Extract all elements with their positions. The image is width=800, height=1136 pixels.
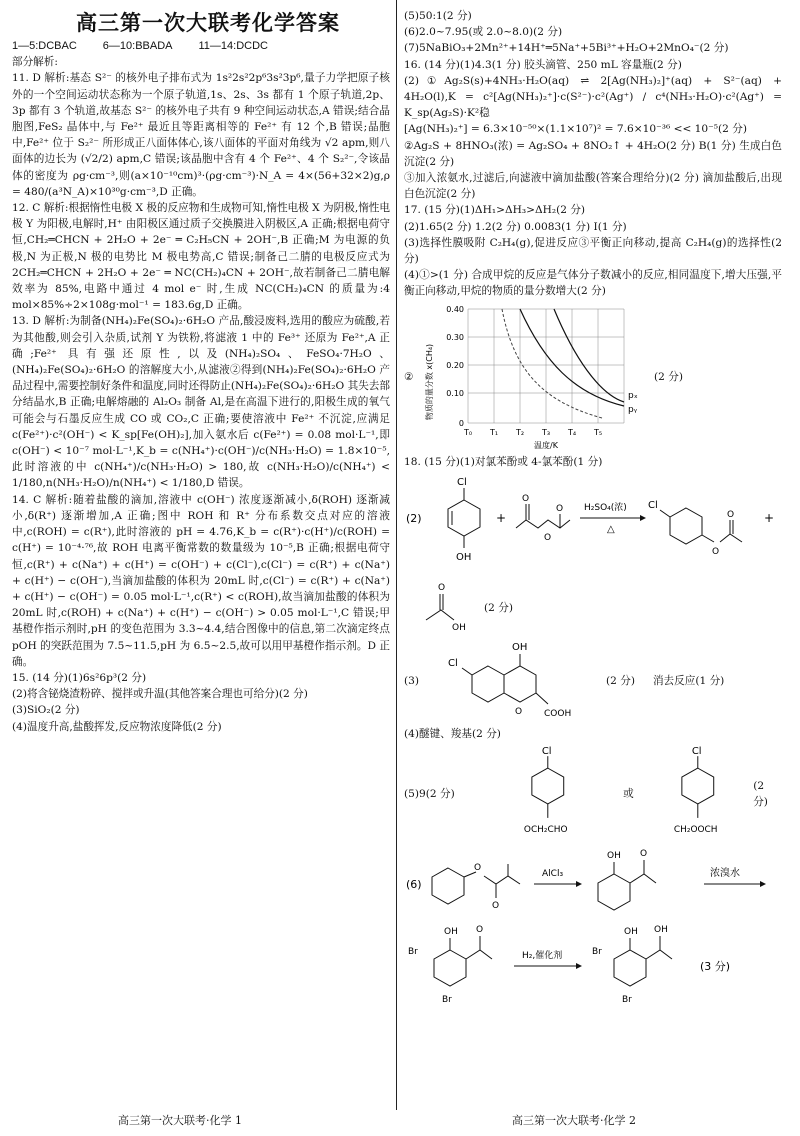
reagent-h2-catalyst: H₂,催化剂 xyxy=(522,951,563,962)
q15-part3: (3)SiO₂(2 分) xyxy=(12,704,80,717)
q17-yticks xyxy=(446,305,464,428)
isomer-2-structure xyxy=(654,744,754,844)
q18-p5-row xyxy=(404,744,782,844)
section-label: 部分解析: xyxy=(12,56,58,69)
atom-cl: Cl xyxy=(448,657,458,669)
chlorophenol-structure xyxy=(448,488,480,548)
q18-p6-route xyxy=(404,846,782,1006)
q16-part2: (2)①Ag₂S(s)+4NH₃·H₂O(aq) ⇌ 2[Ag(NH₃)₂]⁺(aq) + S²⁻(aq) + 4H₂O(l),K = c²[Ag(NH₃)₂⁺]·c(S²⁻)·c²(Ag⁺) / c⁴(NH₃·H₂O)·c²(Ag⁺) = K_sp(Ag₂S)·K²稳 xyxy=(404,74,782,120)
q16-part4: ②Ag₂S + 8HNO₃(浓) = Ag₂SO₄ + 8NO₂↑ + 4H₂O(2 分) B(1 分) 生成白色沉淀(2 分) xyxy=(404,139,782,168)
mcq-11-14: 11—14:DCDC xyxy=(198,40,268,52)
q17-ytick: 0.30 xyxy=(446,332,464,342)
q17-ytick: 0.10 xyxy=(446,388,464,398)
q15-part1: 15. (14 分)(1)6s²6p³(2 分) xyxy=(12,671,147,684)
q17-curve-dashed xyxy=(502,309,602,418)
q17-grid xyxy=(468,309,624,423)
q18-p3-score: (2 分) xyxy=(606,674,635,687)
q18-p3-mark: (3) xyxy=(404,674,420,687)
mcq-1-5: 1—5:DCBAC xyxy=(12,40,77,52)
atom-o: O xyxy=(712,546,720,557)
mcq-6-10: 6—10:BBADA xyxy=(102,40,173,52)
q16-part3: [Ag(NH₃)₂⁺] = 6.3×10⁻⁵⁰×(1.1×10⁷)² = 7.6×10⁻³⁶ << 10⁻⁵(2 分) xyxy=(404,123,747,136)
plus-sign: + xyxy=(496,510,507,525)
q17-ylabel: 物质的量分数 x(CH₄) xyxy=(425,343,434,420)
q17-curve-py xyxy=(554,309,624,402)
atom-br: Br xyxy=(408,947,418,958)
dibromo-alcohol-structure xyxy=(614,936,672,986)
q14-explanation: 14. C 解析:随着盐酸的滴加,溶液中 c(OH⁻) 浓度逐渐减小,δ(ROH) 逐渐减小,δ(R⁺) 逐渐增加,A 正确;图中 ROH 和 R⁺ 分布系数交点对应的溶液中,c(ROH) = c(R⁺),此时溶液的 pH = 4.76,K_b = c(R⁺)·c(H⁺)/c(ROH) = c(H⁺) = 10⁻⁴·⁷⁶,故 ROH 电离平衡常数的数量级为 10⁻⁵,B 正确;根据电荷守恒,c(R⁺) + c(Na⁺) + c(H⁺) = c(OH⁻) + c(Cl⁻),c(Cl⁻) = c(R⁺) + c(Na⁺) + c(H⁺) − c(OH⁻),当滴加盐酸的体积为 20mL 时,c(Cl⁻) = c(R⁺) + c(Na⁺) + c(H⁺) − c(OH⁻) = 0.05 mol·L⁻¹,c(R⁺) < c(ROH),故当滴加盐酸的体积为 20mL 时,c(ROH) + c(Na⁺) + c(H⁺) − c(OH⁻) > 0.05 mol·L⁻¹,C 错误;甲基橙作指示剂时,pH 的变色范围为 3.3~4.4,结合图像中的信息,第二次滴定终点 pOH 的突跃范围为 7.5~11.5,pH 为 6.5~2.5,故可以用甲基橙作指示剂。D 正确。 xyxy=(12,493,390,668)
q18-p6-mark: (6) xyxy=(406,878,422,892)
q17-part4: (4)①>(1 分) 合成甲烷的反应是气体分子数减小的反应,相同温度下,增大压强,平衡正向移动,甲烷的物质的量分数增大(2 分) xyxy=(404,269,782,298)
q17-xtick: T₂ xyxy=(515,427,525,437)
q18-p5-or: 或 xyxy=(623,787,634,800)
q17-xtick: T₄ xyxy=(567,427,577,437)
q13-explanation: 13. D 解析:为制备(NH₄)₂Fe(SO₄)₂·6H₂O 产品,酸浸废料,选用的酸应为硫酸,若为其他酸,则会引入杂质,试剂 Y 为铁粉,将滤液 1 中的 Fe³⁺ 还原为 Fe²⁺,A 正确;Fe²⁺ 具有强还原性,以及(NH₄)₂SO₄、FeSO₄·7H₂O、(NH₄)₂Fe(SO₄)₂·6H₂O 的溶解度大小,从滤液②得到(NH₄)₂Fe(SO₄)₂·6H₂O 产品过程中,需要控制好条件和温度,同时还得防止(NH₄)₂Fe(SO₄)₂·6H₂O 其失去部分结晶水,B 正确;电解熔融的 Al₂O₃ 制备 Al,是在高温下进行的,阳极生成的氧气可能会与石墨反应生成 CO 或 CO₂,C 正确;要使溶液中 Fe²⁺ 不沉淀,应满足 c(Fe²⁺)·c²(OH⁻) < K_sp[Fe(OH)₂],加入氨水后 c(Fe²⁺) = 0.08 mol·L⁻¹,即 c(OH⁻) < 10⁻⁷ mol·L⁻¹,K_b = c(NH₄⁺)·c(OH⁻)/c(NH₃·H₂O) = 1.8×10⁻⁵,此时溶液的中 c(NH₄⁺)/c(NH₃·H₂O) > 180,故 c(NH₃·H₂O)/c(NH₄⁺) < 1/180,n(NH₃·H₂O)/n(NH₄⁺) < 1/180,D 错误。 xyxy=(12,315,390,490)
mcq-answers xyxy=(12,38,390,54)
q11-explanation: 11. D 解析:基态 S²⁻ 的核外电子排布式为 1s²2s²2p⁶3s²3p⁶,量子力学把原子核外的一个空间运动状态称为一个原子轨道,1s、2s、3s 都有 1 个原子轨道,2p、3p 都有 3 个轨道,故基态 S²⁻ 的核外电子共有 9 种空间运动状态,A 错误;结合晶胞图,FeS₂ 晶体中,与 Fe²⁺ 最近且等距离相等的 Fe²⁺ 有 12 个,B 错误;晶胞中,Fe²⁺ 位于 S₂²⁻ 所形成正八面体体心,该八面体的平面对角线为 √2 apm,则八面体的边长为 (√2/2) apm,C 错误;该晶胞中含有 4 个 Fe²⁺、4 个 S₂²⁻,令该晶体的密度为 ρg·cm⁻³,则(a×10⁻¹⁰cm)³·(ρg·cm⁻³)·N_A = 4×(56+32×2)g,ρ = 480/(a³N_A)×10³⁰g·cm⁻³,D 正确。 xyxy=(12,72,390,198)
footer-left: 高三第一次大联考·化学 1 xyxy=(118,1114,242,1127)
right-column xyxy=(404,8,782,1006)
q17-label-py: pᵧ xyxy=(628,404,638,415)
atom-br: Br xyxy=(622,995,632,1006)
atom-o: O xyxy=(474,863,482,874)
q17-ytick: 0.40 xyxy=(446,304,464,314)
atom-br: Br xyxy=(442,995,452,1006)
q17-fig-mark: ② xyxy=(404,370,414,383)
q15-part7: (7)5NaBiO₃+2Mn²⁺+14H⁺═5Na⁺+5Bi³⁺+H₂O+2MnO₄⁻(2 分) xyxy=(404,42,729,55)
q15-part6: (6)2.0~7.95(或 2.0~8.0)(2 分) xyxy=(404,26,563,39)
q17-label-px: pₓ xyxy=(628,390,638,401)
atom-oh: OH xyxy=(624,927,638,938)
atom-oh: OH xyxy=(607,851,621,862)
acetic-acid-structure xyxy=(404,580,484,636)
atom-oh: OH xyxy=(452,622,466,633)
atom-oh: OH xyxy=(654,925,668,936)
atom-br: Br xyxy=(592,947,602,958)
q17-part3: (3)选择性膜吸附 C₂H₄(g),促进反应③平衡正向移动,提高 C₂H₄(g)的选择性(2 分) xyxy=(404,236,782,266)
q17-xtick: T₀ xyxy=(463,427,473,437)
footer-right: 高三第一次大联考·化学 2 xyxy=(512,1114,636,1127)
q17-part2: (2)1.65(2 分) 1.2(2 分) 0.0083(1 分) Ⅰ(1 分) xyxy=(404,220,627,233)
atom-o: O xyxy=(522,493,530,504)
q17-figure-row xyxy=(404,302,782,452)
q18-p5-mark: (5)9(2 分) xyxy=(404,787,455,800)
q15-part2: (2)将含铋烧渣粉碎、搅拌或升温(其他答案合理也可给分)(2 分) xyxy=(12,688,308,701)
q17-ytick: 0 xyxy=(458,418,464,428)
atom-o: O xyxy=(492,901,500,912)
atom-o: O xyxy=(556,503,564,514)
q17-ytick: 0.20 xyxy=(446,360,464,370)
q17-fig-score: (2 分) xyxy=(654,370,683,383)
reagent-h2so4: H₂SO₄(浓) xyxy=(584,502,627,513)
atom-cl: Cl xyxy=(648,499,658,511)
hydroxy-ketone-structure xyxy=(598,860,656,910)
q12-explanation: 12. C 解析:根据惰性电极 X 极的反应物和生成物可知,惰性电极 X 为阴极,惰性电极 Y 为阳极,电解时,H⁺ 由阳极区通过质子交换膜进入阴极区,A 正确;根据电荷守恒,CH₂═CHCN + 2H₂O + 2e⁻ ═ C₂H₅CN + 2OH⁻,B 正确;M 为电源的负极,N 为正极,N 极的电势比 M 极电势高,C 错误;制备己二腈的电极反应式为 2CH₂═CHCN + 2H₂O + 2e⁻ ═ NC(CH₂)₄CN + 2OH⁻,故若制备己二腈电解效率为 85%,电路中通过 4 mol e⁻ 时,生成 NC(CH₂)₄CN 的质量为:4 mol×85%÷2×108g·mol⁻¹ = 183.6g,D 正确。 xyxy=(12,202,390,312)
q18-p2-score: (2 分) xyxy=(484,601,513,614)
isomer-1-structure xyxy=(504,744,604,844)
atom-o: O xyxy=(438,582,446,593)
atom-cl: Cl xyxy=(457,476,467,488)
atom-o: O xyxy=(476,925,484,936)
q18-head: 18. (15 分)(1)对氯苯酚或 4-氯苯酚(1 分) xyxy=(404,455,603,468)
q18-p5-score: (2 分) xyxy=(753,779,768,809)
dibromo-ketone-structure xyxy=(434,936,492,986)
q18-acetic-acid-row xyxy=(404,580,782,636)
atom-ch2ooch: CH₂OOCH xyxy=(673,824,718,835)
q16-part5: ③加入浓氨水,过滤后,向滤液中滴加盐酸(答案合理给分)(2 分) 滴加盐酸后,出现白色沉淀(2 分) xyxy=(404,172,782,201)
atom-o: O xyxy=(727,509,735,520)
reagent-bromine-water: 浓溴水 xyxy=(710,868,740,880)
plus-sign: + xyxy=(764,510,775,525)
column-divider xyxy=(396,0,397,1110)
page-title: 高三第一次大联考化学答案 xyxy=(76,11,340,35)
atom-o: O xyxy=(640,849,648,860)
atom-oh: OH xyxy=(456,551,472,563)
heat-condition: △ xyxy=(607,523,615,535)
q18-p6-score: (3 分) xyxy=(700,960,731,974)
q17-xtick: T₁ xyxy=(489,427,499,437)
atom-o: O xyxy=(515,706,523,717)
q18-p3-reaction: 消去反应(1 分) xyxy=(652,674,725,687)
q17-xtick: T₃ xyxy=(541,427,551,437)
q17-xticks xyxy=(463,428,602,437)
atom-cooh: COOH xyxy=(544,708,572,719)
reagent-alcl3: AlCl₃ xyxy=(542,869,564,880)
chromane-structure xyxy=(448,638,598,724)
atom-cl: Cl xyxy=(691,746,702,758)
q15-part5: (5)50:1(2 分) xyxy=(404,10,472,22)
atom-oh: OH xyxy=(512,641,528,653)
q17-part1: 17. (15 分)(1)ΔH₁>ΔH₃>ΔH₂(2 分) xyxy=(404,204,586,217)
q15-part4: (4)温度升高,盐酸挥发,反应物浓度降低(2 分) xyxy=(12,720,222,733)
q18-p3-row xyxy=(404,638,782,724)
left-column xyxy=(12,8,390,735)
atom-oh: OH xyxy=(444,927,458,938)
q18-p2-reaction xyxy=(404,470,782,578)
q17-xtick: T₅ xyxy=(593,427,603,437)
q18-p2-mark: (2) xyxy=(406,511,422,525)
q17-chart xyxy=(424,302,654,452)
atom-cl: Cl xyxy=(541,746,552,758)
q17-xlabel: 温度/K xyxy=(534,440,558,450)
atom-o: O xyxy=(544,532,552,543)
atom-och2cho: OCH₂CHO xyxy=(523,824,568,835)
q16-part1: 16. (14 分)(1)4.3(1 分) 胶头滴管、250 mL 容量瓶(2 分) xyxy=(404,58,682,71)
q18-p4: (4)醚键、羧基(2 分) xyxy=(404,727,501,740)
